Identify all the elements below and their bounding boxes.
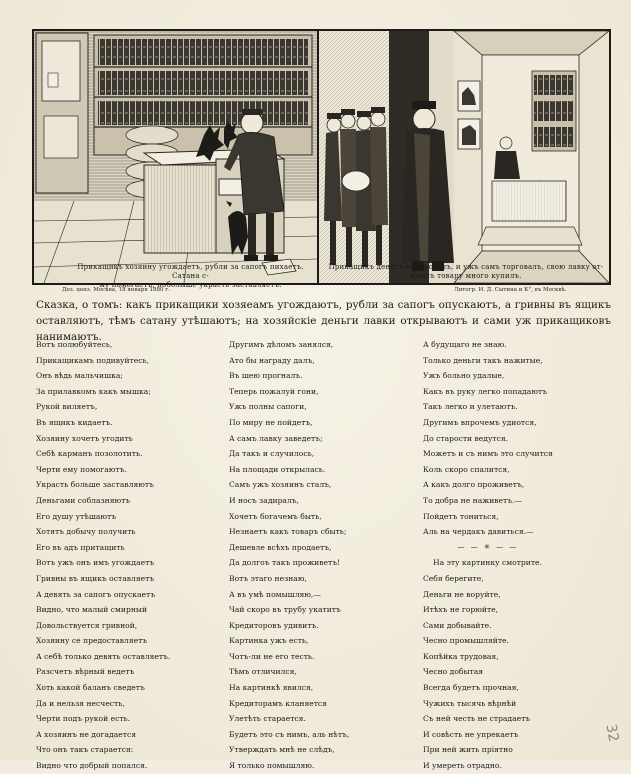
verse-line: При ней жить пріятно <box>423 745 513 755</box>
engraving-illustration <box>34 31 609 283</box>
verse-line: Коль скоро спалится, <box>423 464 510 474</box>
verse-line: Я только помышляю. <box>229 761 315 771</box>
verse-line: Улетѣть старается. <box>229 714 306 724</box>
verse-line: Да такъ и случилось, <box>229 449 315 459</box>
verse-line: Да и нельзя несчесть, <box>36 698 125 708</box>
verse-line: Самъ ужъ хозяинъ сталъ, <box>229 480 332 490</box>
verse-line: Гривны въ ящикъ оставляетъ <box>36 573 155 583</box>
verse-line: Дешевле всѣхъ продаетъ, <box>229 542 332 552</box>
caption-left-line-1: Прикащикъ хозяину угождаетъ, рубли за сапогъ пихаетъ. Сатана с- <box>77 263 304 280</box>
illustration-frame <box>32 29 611 289</box>
verse-line: Да долгоъ такъ проживетъ! <box>229 558 341 568</box>
verse-line: Вотъ ужъ онъ имъ угождаетъ <box>36 558 155 568</box>
verse-line: Пойдетъ тониться, <box>423 511 499 521</box>
verse-line: Его въ адъ притащить <box>36 542 125 552</box>
verse-line: И носъ задиралъ, <box>229 495 300 505</box>
verse-line: На площади открылась. <box>229 464 326 474</box>
caption-right <box>324 263 608 281</box>
left-scene <box>34 31 317 283</box>
printer-imprint: Литогр. И. Д. Сытина и К°, въ Москвѣ. <box>454 287 567 293</box>
verse-column-2 <box>229 337 349 774</box>
verse-line: А хозяинъ не догадается <box>36 729 136 739</box>
verse-line: Деньги не воруйте, <box>423 589 501 599</box>
verse-line: Хочетъ богачемъ быть, <box>229 511 322 521</box>
tale-title: Сказка, о томъ: какъ прикащики хозяеамъ угождаютъ, рубли за сапогъ опускаютъ, а гривны въ ящикъ оставляютъ, тѣмъ сатану утѣшаютъ; на хозяйскiе деньги лавки открываютъ и сами уж прикащиковъ нанимаютъ. <box>36 299 611 343</box>
verse-line: А девять за сапогъ опускаетъ <box>36 589 156 599</box>
verse-line: На картинкѣ явился, <box>229 683 314 693</box>
verse-column-1 <box>36 337 170 774</box>
censor-imprint: Доз. ценз. Москва, 18 января 1880 г. <box>62 287 170 293</box>
verse-line: Разсчетъ вѣрный ведетъ <box>36 667 135 677</box>
verse-line: А будущаго не знаю. <box>423 340 507 349</box>
verse-line: Картинка ужъ есть, <box>229 636 309 646</box>
verse-line: Такъ легко и улетаютъ. <box>423 402 518 412</box>
verse-line: Хоть какой баланъ сведетъ <box>36 683 145 693</box>
verse-line: Себѣ карманъ позолотить. <box>36 449 143 459</box>
verse-line: Рукой виляетъ, <box>36 402 98 412</box>
verse-line: Сами добывайте. <box>423 620 492 630</box>
verse-line: Копѣйка трудовая, <box>423 651 499 661</box>
verse-line: Вотъ полюбуйтесь, <box>36 340 113 349</box>
verse-line: А самъ лавку заведетъ; <box>229 433 323 443</box>
verse-line: Чай скоро въ трубу укатитъ <box>229 605 341 615</box>
verse-line: Другимъ впрочемъ удиотся, <box>423 417 537 427</box>
verse-line: Хотятъ добычу получить <box>36 527 136 537</box>
scene-divider <box>317 31 319 283</box>
verse-line: Онъ вѣдь мальчишка; <box>36 371 123 381</box>
verse-line: Въ ящикъ кидаетъ. <box>36 417 113 427</box>
verse-line: До старости ведутся. <box>423 433 509 443</box>
verse-line: Всегда будетъ прочная, <box>423 683 519 693</box>
verse-line: Утверждать мнѣ не слѣдъ, <box>229 745 335 755</box>
verse-line: Украсть больше заставляютъ <box>36 480 154 490</box>
verse-line: Аль на чердакъ давиться.— <box>423 527 534 537</box>
verse-line: Ужъ больно удалые, <box>423 371 505 381</box>
caption-left-line-2: му помогаетъ, поболыше украсть заставляетъ. <box>99 281 282 289</box>
verse-line: Вотъ этаго незнаю, <box>229 573 307 583</box>
verse-line: И совѣсть не упрекаетъ <box>423 729 519 739</box>
verse-line: Видно, что малый смирный <box>36 605 148 615</box>
verse-line: Деньгами соблазняютъ <box>36 495 131 505</box>
verse-line: Его душу утѣшаютъ <box>36 511 117 521</box>
verse-line: А какъ долго проживетъ, <box>423 480 525 490</box>
verse-line: Ужъ полны сапоги, <box>229 402 307 412</box>
verse-line: Незнаетъ какъ товаръ сбыть; <box>229 527 347 537</box>
verse-line: Прикащикамъ подивуйтесь, <box>36 355 150 365</box>
verse-line: Что онъ такъ старается: <box>36 745 134 755</box>
verse-line: Другимъ дѣломъ занялся, <box>229 340 334 349</box>
verse-line: Теперь пожалуй гони, <box>229 386 319 396</box>
caption-right-line-2: крылъ товару много купилъ. <box>410 272 522 280</box>
verse-line: На эту картинку смотрите. <box>433 558 542 568</box>
verse-line: По миру не пойдетъ, <box>229 417 313 427</box>
verse-line: А себѣ только девять оставляетъ. <box>36 651 171 661</box>
verse-line: Хозяину хочетъ угодить <box>36 433 133 443</box>
verse-line: Черти подъ рукой есть. <box>36 714 131 724</box>
verse-line: Будетъ это съ нимъ, аль нѣтъ, <box>229 729 350 739</box>
ornament-separator: — — ✳ — — <box>457 542 519 551</box>
verse-line: Итѣхъ не горюйте, <box>423 605 499 615</box>
verse-line: Видно что добрый попался. <box>36 761 148 771</box>
verse-line: Въ шею прогналъ. <box>229 371 303 381</box>
verse-line: Довольствуется гривной, <box>36 620 138 630</box>
verse-line: Черти ему помогаютъ. <box>36 464 127 474</box>
verse-line: Чужихъ тысячь вѣрнѣй <box>423 698 517 708</box>
verse-line: Хозяину се предоставляетъ <box>36 636 148 646</box>
verse-line: И умереть отрадно. <box>423 761 502 771</box>
caption-left <box>68 263 313 290</box>
verse-line: Какъ въ руку легко попадаютъ <box>423 386 547 396</box>
pencil-margin-note: 32 <box>602 722 622 744</box>
verse-line: За прилавкомъ какъ мышка; <box>36 386 151 396</box>
verse-line: Чесно добытая <box>423 667 484 677</box>
verse-line: Чесно промышляйте. <box>423 636 509 646</box>
caption-right-line-1: Прикащикъ денегъ нанаровалъ, и ужъ самъ торговалъ, свою лавку от- <box>328 263 604 271</box>
verse-line: Чотъ-ли не его тесть. <box>229 651 315 661</box>
verse-line: Кредиторамъ кланяется <box>229 698 327 708</box>
verse-line: Можетъ и съ нимъ это случится <box>423 449 553 459</box>
verse-line: Кредиторовъ удивитъ. <box>229 620 319 630</box>
verse-line: Съ ней честь не страдаетъ <box>423 714 531 724</box>
verse-line: То добра не наживетъ.— <box>423 495 523 505</box>
verse-line: Только деньги такъ нажитые, <box>423 355 543 365</box>
verse-line: Себя берегите, <box>423 573 484 583</box>
verse-line: Тѣмъ отличился, <box>229 667 297 677</box>
right-scene <box>319 31 609 283</box>
verse-column-3 <box>423 337 553 774</box>
verse-line: Ато бы награду далъ, <box>229 355 315 365</box>
verse-line: А въ умѣ помышляю,— <box>229 589 321 599</box>
